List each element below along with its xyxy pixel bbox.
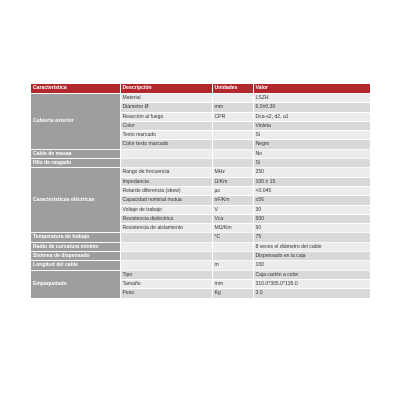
- units-cell: nF/Km: [212, 196, 253, 205]
- units-cell: mm: [212, 103, 253, 112]
- description-cell: Reacción al fuego: [120, 112, 212, 121]
- units-cell: [212, 121, 253, 130]
- value-cell: 3.0: [253, 289, 370, 298]
- value-cell: 310.0*305.0*135.0: [253, 279, 370, 288]
- units-cell: MHz: [212, 168, 253, 177]
- units-cell: CPR: [212, 112, 253, 121]
- category-cell: Temperatura de trabajo: [31, 233, 120, 242]
- table-row: [31, 168, 370, 177]
- table-row: [31, 261, 370, 270]
- category-cell: Cubierta exterior: [31, 94, 120, 150]
- table-row: [31, 252, 370, 261]
- units-cell: [212, 242, 253, 251]
- table-row: [31, 270, 370, 279]
- value-cell: No: [253, 149, 370, 158]
- description-cell: [120, 149, 212, 158]
- units-cell: [212, 94, 253, 103]
- value-cell: 30: [253, 205, 370, 214]
- description-cell: Voltaje de trabajo: [120, 205, 212, 214]
- description-cell: Capacidad nominal mutua: [120, 196, 212, 205]
- value-cell: Negro: [253, 140, 370, 149]
- units-cell: [212, 131, 253, 140]
- value-cell: Dca-s2, d2, a1: [253, 112, 370, 121]
- table-row: [31, 242, 370, 251]
- value-cell: <0.045: [253, 186, 370, 195]
- value-cell: LSZH: [253, 94, 370, 103]
- description-cell: Color texto marcado: [120, 140, 212, 149]
- spec-table-container: [31, 84, 370, 298]
- value-cell: 75: [253, 233, 370, 242]
- description-cell: [120, 159, 212, 168]
- table-row: [31, 149, 370, 158]
- header-row: [31, 84, 370, 94]
- spec-table: [31, 84, 371, 298]
- header-characteristic: Característica: [31, 84, 120, 94]
- units-cell: [212, 140, 253, 149]
- units-cell: [212, 149, 253, 158]
- description-cell: [120, 261, 212, 270]
- units-cell: m: [212, 261, 253, 270]
- units-cell: [212, 270, 253, 279]
- description-cell: Resistencia de aislamiento: [120, 224, 212, 233]
- description-cell: Texto marcado: [120, 131, 212, 140]
- units-cell: V: [212, 205, 253, 214]
- category-cell: Longitud del cable: [31, 261, 120, 270]
- category-cell: Radio de curvatura mínimo: [31, 242, 120, 251]
- spec-table-body: [31, 94, 370, 298]
- table-row: [31, 233, 370, 242]
- value-cell: 500: [253, 214, 370, 223]
- value-cell: 100: [253, 261, 370, 270]
- units-cell: Vca: [212, 214, 253, 223]
- header-value: Valor: [253, 84, 370, 94]
- units-cell: Kg: [212, 289, 253, 298]
- category-cell: Empaquetado: [31, 270, 120, 297]
- description-cell: Tipo: [120, 270, 212, 279]
- value-cell: Dispensado en la caja: [253, 252, 370, 261]
- units-cell: µs: [212, 186, 253, 195]
- value-cell: 8 veces el diámetro del cable: [253, 242, 370, 251]
- value-cell: Caja cartón a color: [253, 270, 370, 279]
- description-cell: Impedancia: [120, 177, 212, 186]
- value-cell: ≤56: [253, 196, 370, 205]
- description-cell: [120, 242, 212, 251]
- units-cell: Ω/Km: [212, 177, 253, 186]
- description-cell: [120, 252, 212, 261]
- category-cell: Sistema de dispensado: [31, 252, 120, 261]
- description-cell: Diámetro Ø: [120, 103, 212, 112]
- units-cell: MΩ/Km: [212, 224, 253, 233]
- value-cell: 100 ± 15: [253, 177, 370, 186]
- units-cell: °C: [212, 233, 253, 242]
- header-description: Descripción: [120, 84, 212, 94]
- description-cell: Material: [120, 94, 212, 103]
- value-cell: Violeta: [253, 121, 370, 130]
- units-cell: [212, 159, 253, 168]
- category-cell: Características eléctricas: [31, 168, 120, 233]
- description-cell: Peso: [120, 289, 212, 298]
- table-row: [31, 94, 370, 103]
- value-cell: Si: [253, 131, 370, 140]
- units-cell: mm: [212, 279, 253, 288]
- value-cell: 90: [253, 224, 370, 233]
- description-cell: Rango de frecuencia: [120, 168, 212, 177]
- header-units: Unidades: [212, 84, 253, 94]
- category-cell: Cable de masaa: [31, 149, 120, 158]
- description-cell: Tamaño: [120, 279, 212, 288]
- description-cell: Resistencia dieléctrica: [120, 214, 212, 223]
- units-cell: [212, 252, 253, 261]
- value-cell: 250: [253, 168, 370, 177]
- description-cell: Retardo diferencia (skew): [120, 186, 212, 195]
- description-cell: [120, 233, 212, 242]
- description-cell: Color: [120, 121, 212, 130]
- category-cell: Hilo de rasgado: [31, 159, 120, 168]
- value-cell: 6.0±0.30: [253, 103, 370, 112]
- table-row: [31, 159, 370, 168]
- value-cell: Si: [253, 159, 370, 168]
